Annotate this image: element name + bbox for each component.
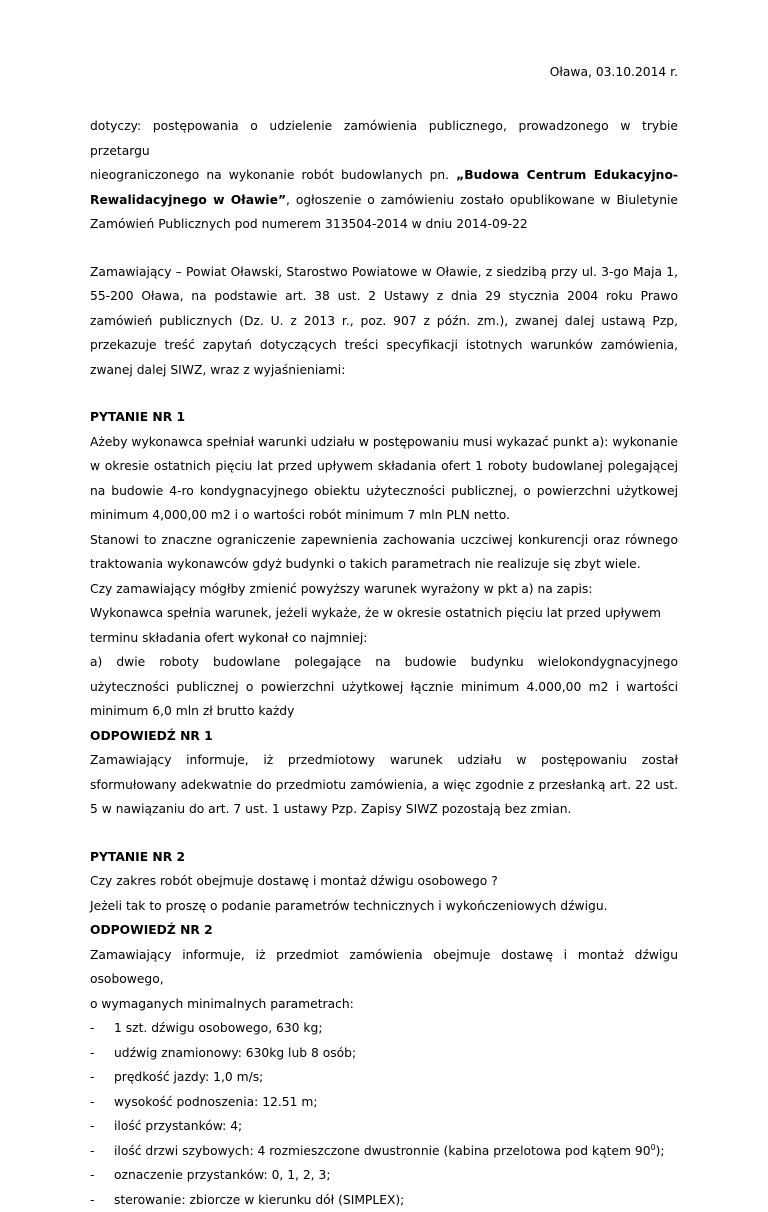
list-item: - ilość drzwi szybowych: 4 rozmieszczone dwustronnie (kabina przelotowa pod kątem $90^0$); bbox=[90, 1139, 678, 1164]
intro-line: dotyczy: postępowania o udzielenie zamówienia publicznego, prowadzonego w trybie przetargu bbox=[90, 114, 678, 163]
question-1-text: Stanowi to znaczne ograniczenie zapewnienia zachowania uczciwej konkurencji oraz równego traktowania wykonawców gdyż budynki o takich parametrach nie realizuje się zbyt wiele. bbox=[90, 528, 678, 577]
list-item: - ilość przystanków: 4; bbox=[90, 1114, 678, 1139]
answer-2-text: o wymaganych minimalnych parametrach: bbox=[90, 992, 678, 1017]
answer-2-heading: ODPOWIEDŹ NR 2 bbox=[90, 918, 678, 943]
question-2-heading: PYTANIE NR 2 bbox=[90, 845, 678, 870]
list-item: - oznaczenie przystanków: 0, 1, 2, 3; bbox=[90, 1163, 678, 1188]
question-1-text: terminu składania ofert wykonał co najmniej: bbox=[90, 626, 678, 651]
question-1-text: Wykonawca spełnia warunek, jeżeli wykaże, że w okresie ostatnich pięciu lat przed upływem bbox=[90, 601, 678, 626]
list-item: - sterowanie: zbiorcze w kierunku dół (SIMPLEX); bbox=[90, 1188, 678, 1212]
intro-line: Rewalidacyjnego w Oławie”, ogłoszenie o zamówieniu zostało opublikowane w Biuletynie bbox=[90, 188, 678, 213]
question-2-text: Jeżeli tak to proszę o podanie parametrów technicznych i wykończeniowych dźwigu. bbox=[90, 894, 678, 919]
project-name: Rewalidacyjnego w Oławie” bbox=[90, 193, 286, 207]
place-date: Oława, 03.10.2014 r. bbox=[550, 62, 678, 82]
answer-2-text: Zamawiający informuje, iż przedmiot zamówienia obejmuje dostawę i montaż dźwigu osobowego, bbox=[90, 943, 678, 992]
question-2-text: Czy zakres robót obejmuje dostawę i montaż dźwigu osobowego ? bbox=[90, 869, 678, 894]
question-1-text: a) dwie roboty budowlane polegające na budowie budynku wielokondygnacyjnego użyteczności publicznej o powierzchni użytkowej łącznie minimum 4.000,00 m2 i wartości minimum 6,0 mln zł brutto każdy bbox=[90, 650, 678, 724]
list-item: - prędkość jazdy: 1,0 m/s; bbox=[90, 1065, 678, 1090]
list-item: - 1 szt. dźwigu osobowego, 630 kg; bbox=[90, 1016, 678, 1041]
question-1-heading: PYTANIE NR 1 bbox=[90, 405, 678, 430]
document-body bbox=[90, 114, 678, 1212]
question-1-text: Czy zamawiający mógłby zmienić powyższy warunek wyrażony w pkt a) na zapis: bbox=[90, 577, 678, 602]
intro-line: nieograniczonego na wykonanie robót budowlanych pn. „Budowa Centrum Edukacyjno- bbox=[90, 163, 678, 188]
question-1-text: Ażeby wykonawca spełniał warunki udziału w postępowaniu musi wykazać punkt a): wykonanie w okresie ostatnich pięciu lat przed upływem składania ofert 1 roboty budowlanej polegającej na budowie 4-ro kondygnacyjnego obiektu użyteczności publicznej, o powierzchni użytkowej minimum 4,000,00 m2 i o wartości robót minimum 7 mln PLN netto. bbox=[90, 430, 678, 528]
preamble-paragraph: Zamawiający – Powiat Oławski, Starostwo Powiatowe w Oławie, z siedzibą przy ul. 3-go Maja 1, 55-200 Oława, na podstawie art. 38 ust. 2 Ustawy z dnia 29 stycznia 2004 roku Prawo zamówień publicznych (Dz. U. z 2013 r., poz. 907 z późn. zm.), zwanej dalej ustawą Pzp, przekazuje treść zapytań dotyczących treści specyfikacji istotnych warunków zamówienia, zwanej dalej SIWZ, wraz z wyjaśnieniami: bbox=[90, 260, 678, 383]
answer-1-heading: ODPOWIEDŹ NR 1 bbox=[90, 724, 678, 749]
elevator-parameters-list bbox=[90, 1016, 678, 1212]
list-item: - wysokość podnoszenia: 12.51 m; bbox=[90, 1090, 678, 1115]
project-name: „Budowa Centrum Edukacyjno- bbox=[456, 168, 678, 182]
answer-1-text: Zamawiający informuje, iż przedmiotowy warunek udziału w postępowaniu został sformułowany adekwatnie do przedmiotu zamówienia, a więc zgodnie z przesłanką art. 22 ust. 5 w nawiązaniu do art. 7 ust. 1 ustawy Pzp. Zapisy SIWZ pozostają bez zmian. bbox=[90, 748, 678, 822]
intro-line: Zamówień Publicznych pod numerem 313504-2014 w dniu 2014-09-22 bbox=[90, 212, 678, 237]
list-item: - udźwig znamionowy: 630kg lub 8 osób; bbox=[90, 1041, 678, 1066]
intro-paragraph bbox=[90, 114, 678, 237]
